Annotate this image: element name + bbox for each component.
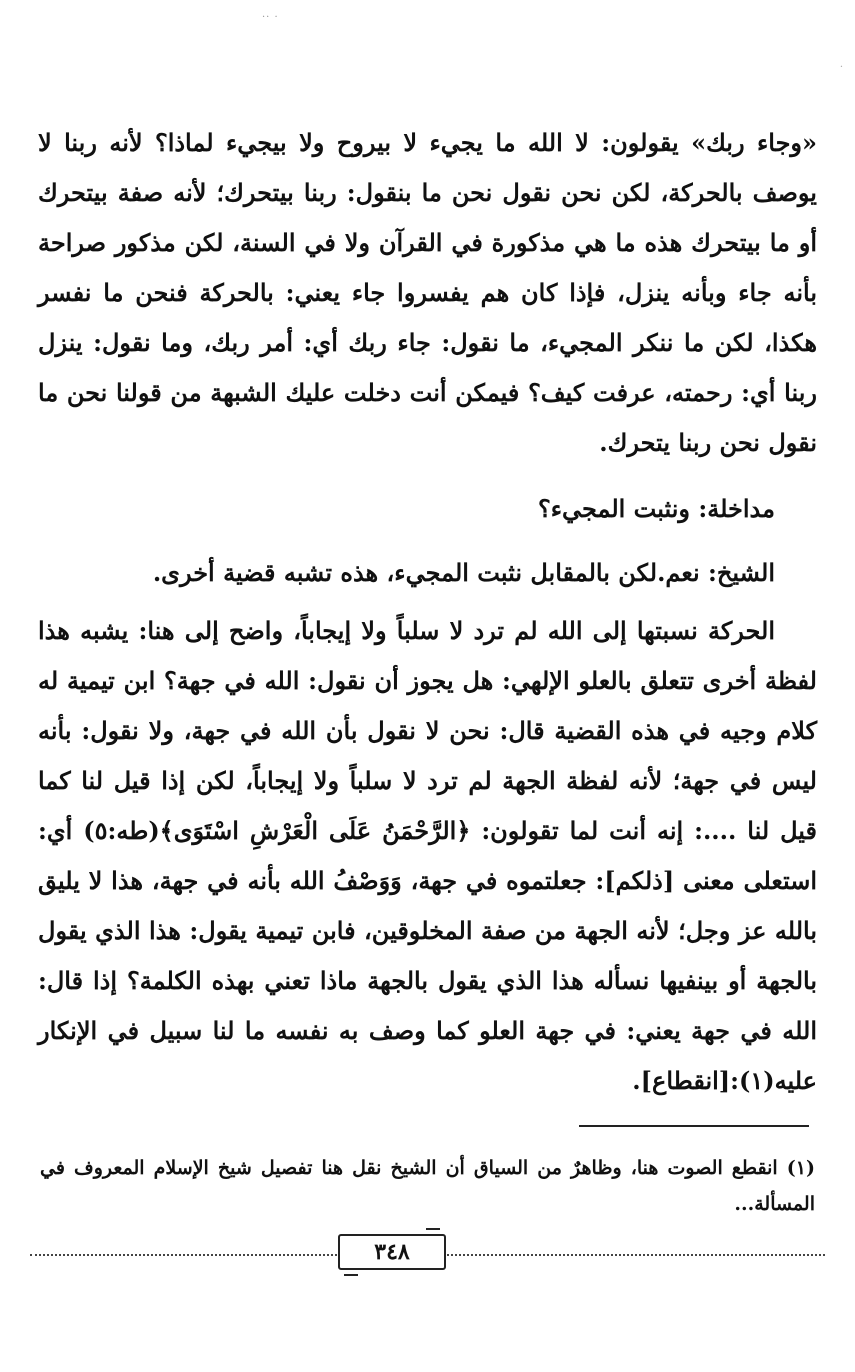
dialog-line-intervention (38, 484, 817, 534)
paragraph-1: «وجاء ربك» يقولون: لا الله ما يجيء لا بيروح ولا بيجيء لماذا؟ لأنه ربنا لا يوصف بالحركة، لكن نحن نقول نحن ما بنقول: ربنا بيتحرك؛ لأنه صفة بيتحرك أو ما بيتحرك هذه ما هي مذكورة في القرآن ولا في السنة، لكن مذكور صراحة بأنه جاء وبأنه ينزل، فإذا كان هم يفسروا جاء يعني: بالحركة فنحن ما نفسر هكذا، لكن ما ننكر المجيء، ما نقول: جاء ربك أي: أمر ربك، وما نقول: ينزل ربنا أي: رحمته، عرفت كيف؟ فيمكن أنت دخلت عليك الشبهة من قولنا نحن ما نقول نحن ربنا يتحرك. (38, 128, 817, 457)
speaker-label-intervention: مداخلة: (698, 494, 775, 523)
dialog-text-intervention: ونثبت المجيء؟ (537, 494, 699, 523)
footnote-separator (579, 1125, 809, 1127)
paragraph-2: الحركة نسبتها إلى الله لم ترد لا سلباً ولا إيجاباً، واضح إلى هنا: يشبه هذا لفظة أخرى تتعلق بالعلو الإلهي: هل يجوز أن نقول: الله في جهة؟ ابن تيمية له كلام وجيه في هذه القضية قال: نحن لا نقول بأن الله في جهة، ولا نقول: بأنه ليس في جهة؛ لأنه لفظة الجهة لم ترد لا سلباً ولا إيجاباً، لكن إذا قيل لنا كما قيل لنا ....: إنه أنت لما تقولون: ﴿الرَّحْمَنُ عَلَى الْعَرْشِ اسْتَوَى﴾(طه:٥) أي: استعلى معنى [ذلكم]: جعلتموه في جهة، وَوَصْفُ الله بأنه في جهة، هذا لا يليق بالله عز وجل؛ لأنه الجهة من صفة المخلوقين، فابن تيمية يقول: هذا الذي يقول بالجهة أو بينفيها نسأله هذا الذي يقول بالجهة ماذا تعني بهذه الكلمة؟ إذا قال: الله في جهة يعني: في جهة العلو كما وصف به نفسه ما لنا سبيل في الإنكار عليه(١):[انقطاع]. (38, 616, 817, 1095)
dialog-line-sheikh (38, 548, 817, 598)
page-number-frame (338, 1234, 446, 1270)
page-number: ٣٤٨ (374, 1239, 410, 1265)
edge-scan-mark: · (839, 62, 843, 73)
dialog-text-sheikh: نعم.لكن بالمقابل نثبت المجيء، هذه تشبه قضية أخرى. (152, 558, 709, 587)
top-scan-mark: ·· · (262, 12, 279, 23)
footnote: (١) انقطع الصوت هنا، وظاهرٌ من السياق أن الشيخ نقل هنا تفصيل شيخ الإسلام المعروف في المسألة... (40, 1157, 815, 1215)
speaker-label-sheikh: الشيخ: (708, 558, 775, 587)
main-text-block (38, 118, 817, 1106)
